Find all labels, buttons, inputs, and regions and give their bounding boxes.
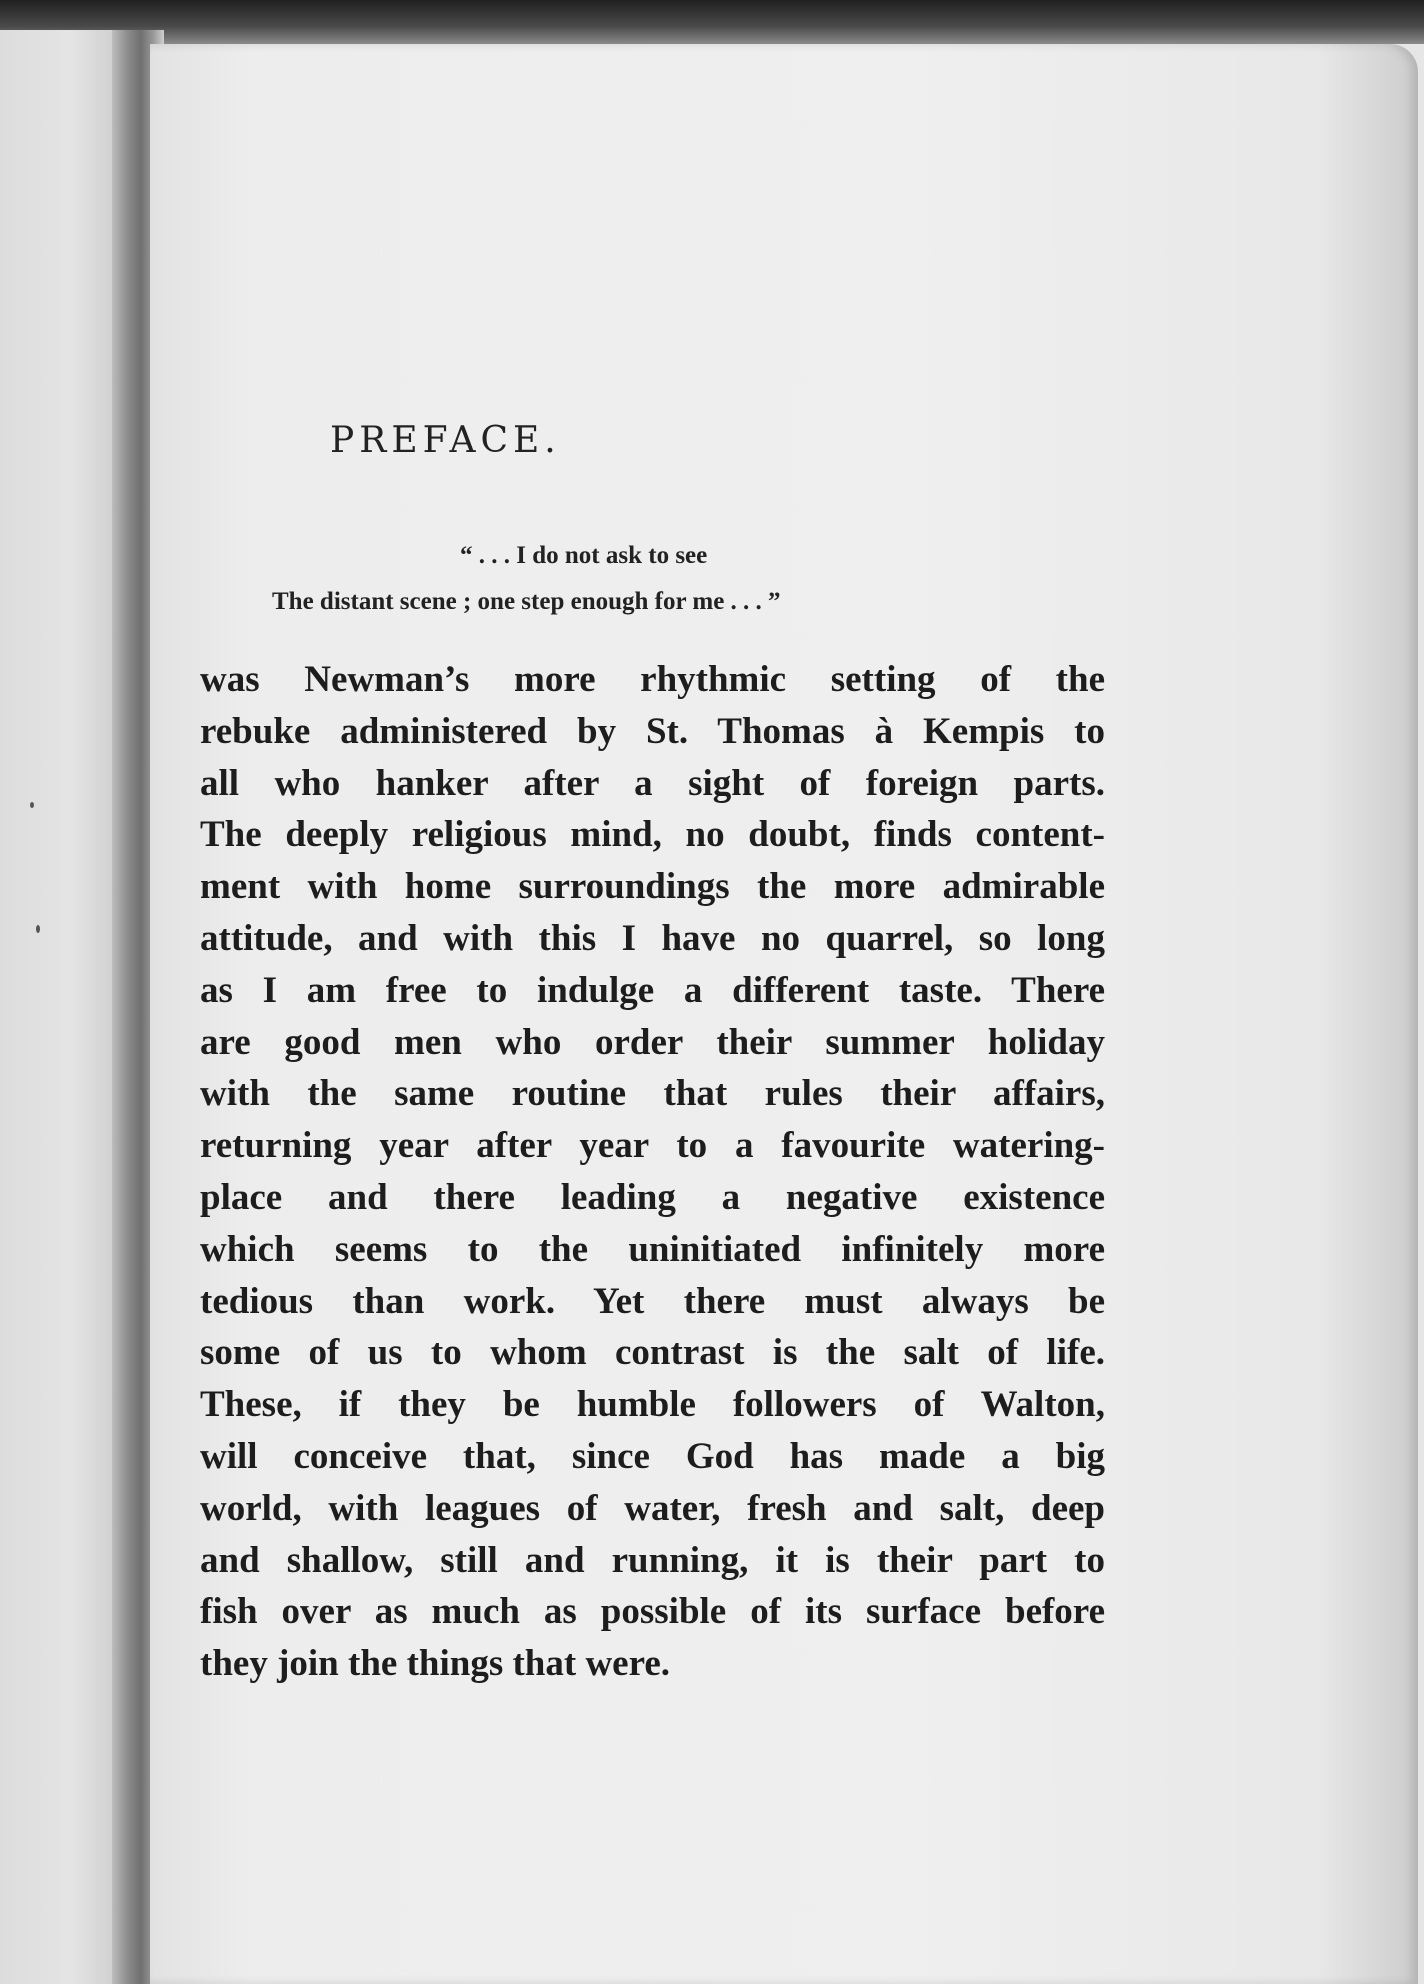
scan-top-edge xyxy=(0,0,1424,44)
body-line: will conceive that, since God has made a big xyxy=(200,1435,1105,1477)
body-line: as I am free to indulge a different taste. There xyxy=(200,969,1105,1011)
body-line: attitude, and with this I have no quarrel, so long xyxy=(200,917,1105,959)
body-line: fish over as much as possible of its surface before xyxy=(200,1591,1105,1633)
epigraph-line-1: “ . . . I do not ask to see xyxy=(460,542,708,569)
body-line: are good men who order their summer holiday xyxy=(200,1021,1105,1063)
speck xyxy=(36,925,40,933)
body-line: place and there leading a negative existence xyxy=(200,1176,1105,1218)
body-line: was Newman’s more rhythmic setting of the xyxy=(200,659,1105,700)
body-line: some of us to whom contrast is the salt of life. xyxy=(200,1332,1105,1374)
body-line: tedious than work. Yet there must always be xyxy=(200,1280,1105,1322)
body-line: ment with home surroundings the more admirable xyxy=(200,866,1105,908)
body-line: with the same routine that rules their affairs, xyxy=(200,1073,1105,1115)
body-line: they join the things that were. xyxy=(200,1643,671,1685)
body-line: returning year after year to a favourite watering- xyxy=(200,1125,1105,1167)
epigraph-line-2: The distant scene ; one step enough for me . . . ” xyxy=(272,588,781,615)
preface-body xyxy=(200,654,1105,1690)
body-line: The deeply religious mind, no doubt, finds content- xyxy=(200,814,1105,856)
body-line: world, with leagues of water, fresh and salt, deep xyxy=(200,1487,1105,1529)
body-line: These, if they be humble followers of Walton, xyxy=(200,1384,1105,1426)
page-heading: PREFACE. xyxy=(330,420,561,461)
body-line: and shallow, still and running, it is their part to xyxy=(200,1539,1105,1581)
left-page-edge xyxy=(0,30,118,1984)
speck xyxy=(30,802,34,808)
body-line: rebuke administered by St. Thomas à Kempis to xyxy=(200,710,1105,752)
body-line: all who hanker after a sight of foreign parts. xyxy=(200,762,1105,804)
body-line: which seems to the uninitiated infinitely more xyxy=(200,1228,1105,1270)
